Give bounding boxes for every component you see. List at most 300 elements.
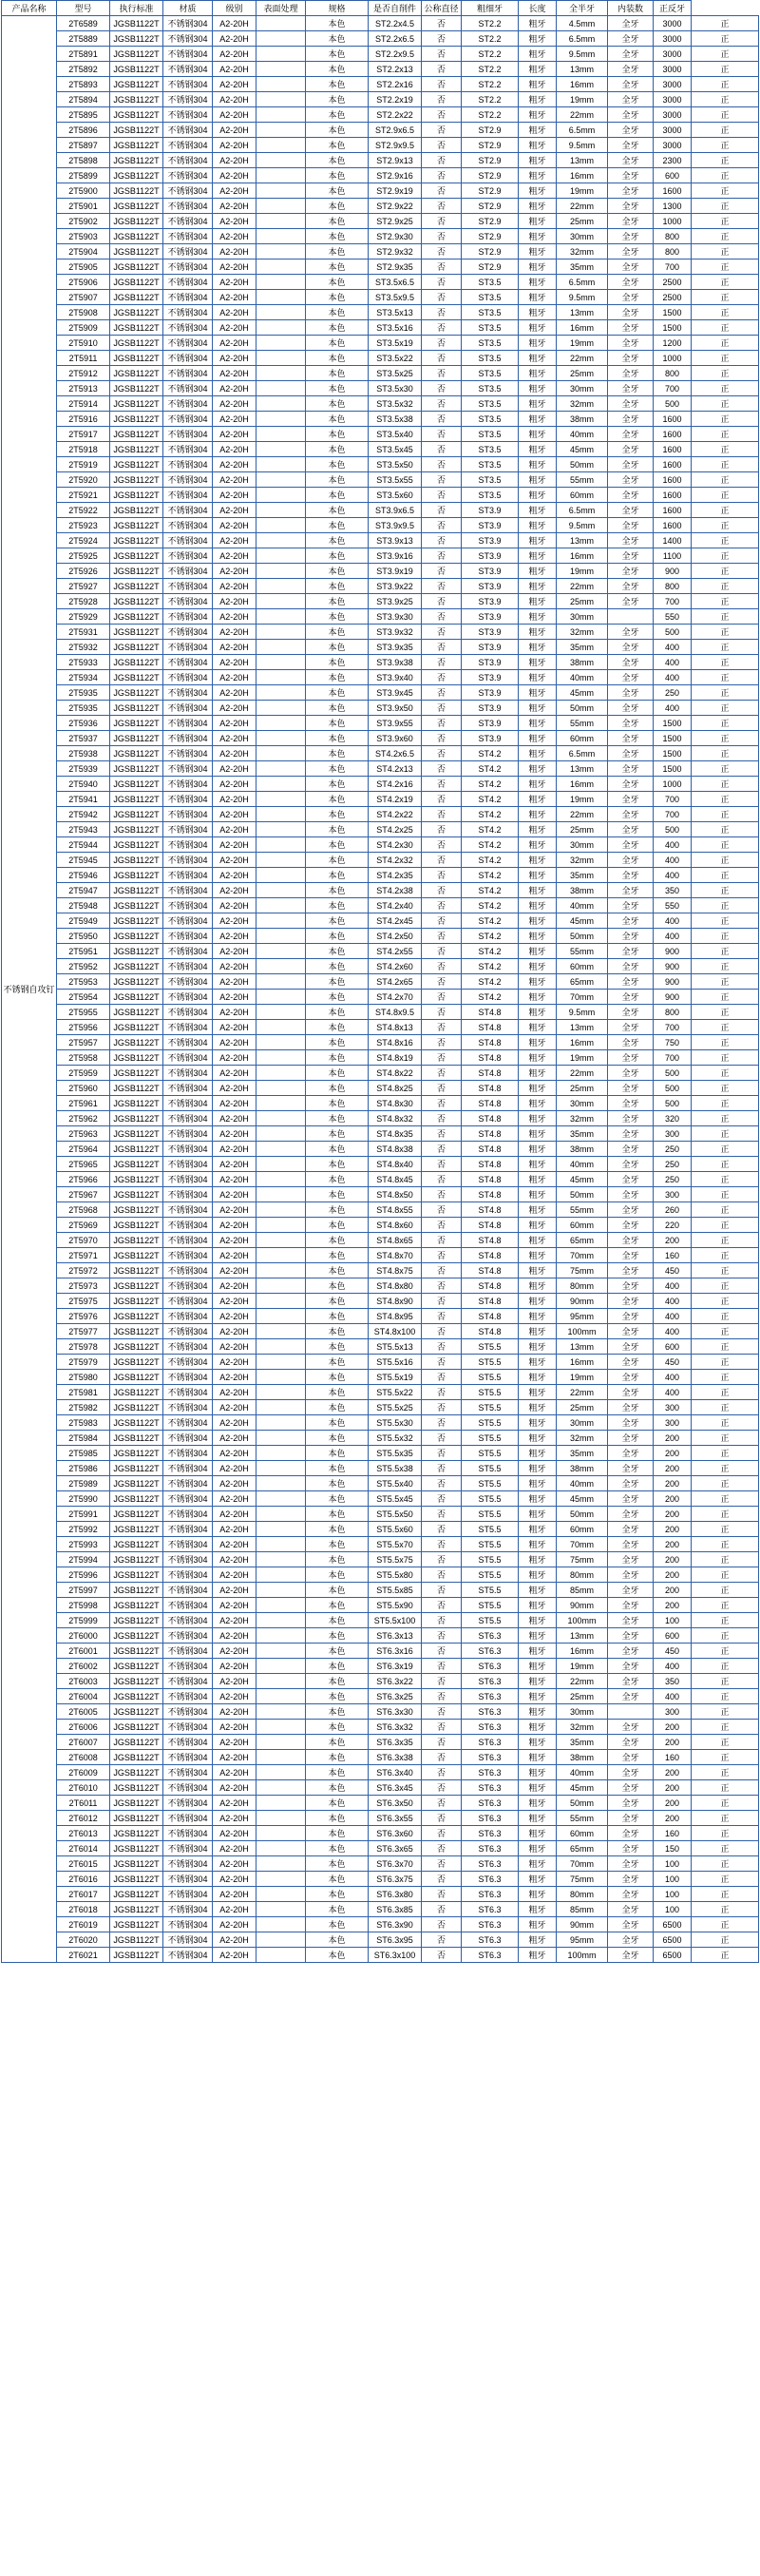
cell-13: 正 — [692, 761, 759, 777]
cell-13: 正 — [692, 1613, 759, 1628]
cell-6: ST4.8x45 — [369, 1172, 422, 1187]
cell-11: 全牙 — [608, 168, 654, 183]
table-row — [2, 305, 759, 320]
cell-8: ST2.2 — [462, 77, 519, 92]
cell-8: ST2.9 — [462, 214, 519, 229]
cell-8: ST3.9 — [462, 548, 519, 564]
cell-1: JGSB1122T — [110, 1537, 163, 1552]
cell-12: 200 — [654, 1431, 692, 1446]
cell-9: 粗牙 — [519, 168, 557, 183]
cell-0: 2T5926 — [57, 564, 110, 579]
cell-9: 粗牙 — [519, 1917, 557, 1932]
table-row — [2, 1902, 759, 1917]
cell-7: 否 — [422, 1263, 462, 1278]
cell-1: JGSB1122T — [110, 1370, 163, 1385]
cell-4 — [256, 1689, 306, 1704]
cell-7: 否 — [422, 1887, 462, 1902]
cell-13: 正 — [692, 1415, 759, 1431]
table-row — [2, 1674, 759, 1689]
cell-10: 16mm — [557, 1355, 608, 1370]
cell-2: 不锈钢304 — [163, 229, 213, 244]
cell-13: 正 — [692, 594, 759, 609]
cell-8: ST5.5 — [462, 1476, 519, 1491]
cell-12: 450 — [654, 1644, 692, 1659]
cell-10: 6.5mm — [557, 31, 608, 47]
cell-5: 本色 — [306, 199, 369, 214]
cell-13: 正 — [692, 457, 759, 472]
cell-8: ST3.5 — [462, 336, 519, 351]
cell-0: 2T6011 — [57, 1796, 110, 1811]
cell-8: ST4.8 — [462, 1263, 519, 1278]
cell-6: ST3.9x22 — [369, 579, 422, 594]
cell-5: 本色 — [306, 625, 369, 640]
table-row — [2, 1537, 759, 1552]
cell-5: 本色 — [306, 1765, 369, 1780]
cell-1: JGSB1122T — [110, 1491, 163, 1507]
cell-0: 2T5904 — [57, 244, 110, 260]
cell-10: 80mm — [557, 1278, 608, 1294]
cell-0: 2T5989 — [57, 1476, 110, 1491]
cell-6: ST5.5x45 — [369, 1491, 422, 1507]
cell-2: 不锈钢304 — [163, 959, 213, 974]
cell-0: 2T5938 — [57, 746, 110, 761]
cell-0: 2T6589 — [57, 16, 110, 31]
cell-6: ST3.9x35 — [369, 640, 422, 655]
cell-8: ST4.2 — [462, 746, 519, 761]
cell-11: 全牙 — [608, 1096, 654, 1111]
cell-4 — [256, 1674, 306, 1689]
cell-9: 粗牙 — [519, 807, 557, 822]
cell-5: 本色 — [306, 1552, 369, 1567]
cell-11: 全牙 — [608, 1248, 654, 1263]
cell-8: ST4.2 — [462, 898, 519, 913]
cell-7: 否 — [422, 183, 462, 199]
cell-12: 200 — [654, 1567, 692, 1583]
cell-7: 否 — [422, 457, 462, 472]
cell-1: JGSB1122T — [110, 716, 163, 731]
cell-12: 300 — [654, 1187, 692, 1202]
cell-10: 22mm — [557, 1674, 608, 1689]
table-row — [2, 214, 759, 229]
cell-1: JGSB1122T — [110, 1294, 163, 1309]
cell-1: JGSB1122T — [110, 16, 163, 31]
cell-12: 1600 — [654, 457, 692, 472]
cell-4 — [256, 1370, 306, 1385]
cell-1: JGSB1122T — [110, 138, 163, 153]
cell-0: 2T5997 — [57, 1583, 110, 1598]
cell-5: 本色 — [306, 1294, 369, 1309]
cell-7: 否 — [422, 716, 462, 731]
cell-1: JGSB1122T — [110, 518, 163, 533]
cell-3: A2-20H — [213, 1339, 256, 1355]
cell-4 — [256, 168, 306, 183]
cell-13: 正 — [692, 442, 759, 457]
cell-8: ST2.9 — [462, 123, 519, 138]
cell-8: ST3.9 — [462, 579, 519, 594]
cell-12: 200 — [654, 1522, 692, 1537]
cell-11: 全牙 — [608, 1020, 654, 1035]
cell-6: ST2.9x32 — [369, 244, 422, 260]
cell-8: ST5.5 — [462, 1415, 519, 1431]
cell-6: ST4.8x75 — [369, 1263, 422, 1278]
cell-7: 否 — [422, 1309, 462, 1324]
cell-0: 2T5892 — [57, 62, 110, 77]
cell-3: A2-20H — [213, 153, 256, 168]
cell-3: A2-20H — [213, 1050, 256, 1066]
cell-11: 全牙 — [608, 1537, 654, 1552]
cell-3: A2-20H — [213, 199, 256, 214]
cell-8: ST6.3 — [462, 1872, 519, 1887]
table-row — [2, 1598, 759, 1613]
cell-7: 否 — [422, 412, 462, 427]
cell-8: ST5.5 — [462, 1339, 519, 1355]
cell-3: A2-20H — [213, 1811, 256, 1826]
cell-13: 正 — [692, 1400, 759, 1415]
cell-1: JGSB1122T — [110, 1507, 163, 1522]
cell-0: 2T5949 — [57, 913, 110, 929]
cell-7: 否 — [422, 1400, 462, 1415]
cell-8: ST3.5 — [462, 412, 519, 427]
cell-9: 粗牙 — [519, 427, 557, 442]
cell-12: 200 — [654, 1583, 692, 1598]
cell-3: A2-20H — [213, 123, 256, 138]
cell-8: ST3.9 — [462, 685, 519, 701]
cell-2: 不锈钢304 — [163, 990, 213, 1005]
cell-4 — [256, 655, 306, 670]
cell-8: ST5.5 — [462, 1370, 519, 1385]
cell-4 — [256, 1887, 306, 1902]
cell-7: 否 — [422, 1689, 462, 1704]
table-row — [2, 396, 759, 412]
table-row — [2, 1415, 759, 1431]
cell-5: 本色 — [306, 457, 369, 472]
cell-2: 不锈钢304 — [163, 1704, 213, 1720]
cell-9: 粗牙 — [519, 1491, 557, 1507]
cell-12: 700 — [654, 260, 692, 275]
table-row — [2, 1324, 759, 1339]
cell-7: 否 — [422, 16, 462, 31]
cell-8: ST5.5 — [462, 1537, 519, 1552]
column-header-0: 产品名称 — [2, 1, 57, 16]
cell-2: 不锈钢304 — [163, 1735, 213, 1750]
cell-5: 本色 — [306, 1491, 369, 1507]
cell-13: 正 — [692, 822, 759, 837]
cell-12: 1500 — [654, 305, 692, 320]
cell-8: ST6.3 — [462, 1659, 519, 1674]
cell-2: 不锈钢304 — [163, 1567, 213, 1583]
cell-10: 19mm — [557, 792, 608, 807]
table-row — [2, 1750, 759, 1765]
cell-2: 不锈钢304 — [163, 1856, 213, 1872]
cell-10: 25mm — [557, 214, 608, 229]
cell-11: 全牙 — [608, 1050, 654, 1066]
cell-8: ST6.3 — [462, 1689, 519, 1704]
cell-12: 3000 — [654, 92, 692, 107]
table-row — [2, 1811, 759, 1826]
cell-8: ST3.5 — [462, 472, 519, 488]
cell-11: 全牙 — [608, 1233, 654, 1248]
cell-2: 不锈钢304 — [163, 1598, 213, 1613]
cell-9: 粗牙 — [519, 1507, 557, 1522]
cell-2: 不锈钢304 — [163, 1035, 213, 1050]
cell-2: 不锈钢304 — [163, 913, 213, 929]
cell-5: 本色 — [306, 1856, 369, 1872]
cell-8: ST2.9 — [462, 183, 519, 199]
cell-1: JGSB1122T — [110, 792, 163, 807]
cell-7: 否 — [422, 1948, 462, 1963]
cell-6: ST5.5x85 — [369, 1583, 422, 1598]
cell-0: 2T5935 — [57, 685, 110, 701]
cell-9: 粗牙 — [519, 1126, 557, 1142]
cell-2: 不锈钢304 — [163, 396, 213, 412]
table-row — [2, 1887, 759, 1902]
cell-4 — [256, 1431, 306, 1446]
cell-1: JGSB1122T — [110, 107, 163, 123]
cell-4 — [256, 290, 306, 305]
cell-3: A2-20H — [213, 396, 256, 412]
cell-3: A2-20H — [213, 1628, 256, 1644]
cell-8: ST4.8 — [462, 1278, 519, 1294]
cell-9: 粗牙 — [519, 488, 557, 503]
cell-1: JGSB1122T — [110, 1735, 163, 1750]
cell-3: A2-20H — [213, 990, 256, 1005]
cell-10: 35mm — [557, 1446, 608, 1461]
cell-7: 否 — [422, 959, 462, 974]
cell-0: 2T5971 — [57, 1248, 110, 1263]
cell-4 — [256, 92, 306, 107]
cell-9: 粗牙 — [519, 138, 557, 153]
cell-0: 2T6009 — [57, 1765, 110, 1780]
column-header-4: 级别 — [213, 1, 256, 16]
table-row — [2, 488, 759, 503]
cell-2: 不锈钢304 — [163, 609, 213, 625]
cell-11: 全牙 — [608, 883, 654, 898]
cell-5: 本色 — [306, 412, 369, 427]
cell-13: 正 — [692, 336, 759, 351]
cell-12: 1600 — [654, 488, 692, 503]
cell-5: 本色 — [306, 1126, 369, 1142]
cell-2: 不锈钢304 — [163, 305, 213, 320]
cell-10: 40mm — [557, 1476, 608, 1491]
cell-0: 2T5912 — [57, 366, 110, 381]
cell-0: 2T5994 — [57, 1552, 110, 1567]
cell-0: 2T5970 — [57, 1233, 110, 1248]
cell-3: A2-20H — [213, 77, 256, 92]
cell-7: 否 — [422, 670, 462, 685]
cell-13: 正 — [692, 1674, 759, 1689]
cell-6: ST4.2x65 — [369, 974, 422, 990]
cell-3: A2-20H — [213, 260, 256, 275]
cell-9: 粗牙 — [519, 533, 557, 548]
cell-10: 60mm — [557, 1218, 608, 1233]
cell-4 — [256, 1096, 306, 1111]
cell-1: JGSB1122T — [110, 1446, 163, 1461]
table-row — [2, 290, 759, 305]
cell-1: JGSB1122T — [110, 1126, 163, 1142]
cell-0: 2T5983 — [57, 1415, 110, 1431]
table-row — [2, 1370, 759, 1385]
cell-3: A2-20H — [213, 1476, 256, 1491]
cell-6: ST5.5x90 — [369, 1598, 422, 1613]
cell-7: 否 — [422, 1142, 462, 1157]
cell-5: 本色 — [306, 1507, 369, 1522]
cell-10: 70mm — [557, 1856, 608, 1872]
cell-13: 正 — [692, 868, 759, 883]
column-header-6: 规格 — [306, 1, 369, 16]
cell-11: 全牙 — [608, 868, 654, 883]
cell-0: 2T5980 — [57, 1370, 110, 1385]
cell-8: ST6.3 — [462, 1628, 519, 1644]
cell-4 — [256, 868, 306, 883]
cell-10: 16mm — [557, 320, 608, 336]
cell-3: A2-20H — [213, 1750, 256, 1765]
cell-12: 900 — [654, 990, 692, 1005]
cell-10: 85mm — [557, 1583, 608, 1598]
cell-6: ST4.8x30 — [369, 1096, 422, 1111]
cell-8: ST5.5 — [462, 1598, 519, 1613]
cell-2: 不锈钢304 — [163, 1294, 213, 1309]
cell-9: 粗牙 — [519, 1796, 557, 1811]
cell-1: JGSB1122T — [110, 1415, 163, 1431]
cell-10: 75mm — [557, 1552, 608, 1567]
cell-4 — [256, 1932, 306, 1948]
cell-9: 粗牙 — [519, 974, 557, 990]
cell-10: 45mm — [557, 442, 608, 457]
cell-3: A2-20H — [213, 1704, 256, 1720]
cell-9: 粗牙 — [519, 837, 557, 853]
cell-6: ST4.2x16 — [369, 777, 422, 792]
cell-2: 不锈钢304 — [163, 1339, 213, 1355]
cell-1: JGSB1122T — [110, 1811, 163, 1826]
cell-11: 全牙 — [608, 123, 654, 138]
cell-6: ST6.3x22 — [369, 1674, 422, 1689]
cell-1: JGSB1122T — [110, 62, 163, 77]
cell-6: ST4.2x6.5 — [369, 746, 422, 761]
cell-2: 不锈钢304 — [163, 1446, 213, 1461]
cell-7: 否 — [422, 579, 462, 594]
cell-3: A2-20H — [213, 381, 256, 396]
cell-10: 65mm — [557, 974, 608, 990]
cell-4 — [256, 1324, 306, 1339]
cell-9: 粗牙 — [519, 609, 557, 625]
cell-13: 正 — [692, 1598, 759, 1613]
cell-13: 正 — [692, 488, 759, 503]
cell-2: 不锈钢304 — [163, 1476, 213, 1491]
cell-10: 30mm — [557, 381, 608, 396]
cell-6: ST4.2x35 — [369, 868, 422, 883]
cell-2: 不锈钢304 — [163, 1355, 213, 1370]
cell-5: 本色 — [306, 1461, 369, 1476]
cell-6: ST3.9x40 — [369, 670, 422, 685]
cell-8: ST5.5 — [462, 1385, 519, 1400]
table-row — [2, 92, 759, 107]
cell-12: 400 — [654, 1309, 692, 1324]
cell-12: 1500 — [654, 731, 692, 746]
table-row — [2, 457, 759, 472]
cell-5: 本色 — [306, 1902, 369, 1917]
cell-9: 粗牙 — [519, 1887, 557, 1902]
cell-7: 否 — [422, 1704, 462, 1720]
cell-5: 本色 — [306, 275, 369, 290]
cell-4 — [256, 1248, 306, 1263]
table-row — [2, 1248, 759, 1263]
cell-8: ST6.3 — [462, 1720, 519, 1735]
cell-13: 正 — [692, 396, 759, 412]
cell-10: 55mm — [557, 716, 608, 731]
cell-5: 本色 — [306, 138, 369, 153]
cell-12: 3000 — [654, 77, 692, 92]
cell-4 — [256, 1400, 306, 1415]
table-row — [2, 1826, 759, 1841]
table-row — [2, 168, 759, 183]
cell-5: 本色 — [306, 1598, 369, 1613]
cell-13: 正 — [692, 1811, 759, 1826]
cell-7: 否 — [422, 168, 462, 183]
cell-3: A2-20H — [213, 107, 256, 123]
cell-8: ST2.9 — [462, 168, 519, 183]
cell-0: 2T6012 — [57, 1811, 110, 1826]
cell-2: 不锈钢304 — [163, 1659, 213, 1674]
cell-0: 2T5906 — [57, 275, 110, 290]
cell-12: 700 — [654, 381, 692, 396]
cell-1: JGSB1122T — [110, 898, 163, 913]
cell-5: 本色 — [306, 168, 369, 183]
cell-9: 粗牙 — [519, 1689, 557, 1704]
cell-3: A2-20H — [213, 1856, 256, 1872]
cell-11: 全牙 — [608, 107, 654, 123]
cell-6: ST6.3x95 — [369, 1932, 422, 1948]
table-row — [2, 503, 759, 518]
cell-4 — [256, 381, 306, 396]
cell-10: 22mm — [557, 107, 608, 123]
header-row — [2, 1, 759, 16]
cell-3: A2-20H — [213, 31, 256, 47]
cell-1: JGSB1122T — [110, 564, 163, 579]
table-row — [2, 107, 759, 123]
cell-5: 本色 — [306, 381, 369, 396]
cell-0: 2T5933 — [57, 655, 110, 670]
cell-1: JGSB1122T — [110, 579, 163, 594]
cell-5: 本色 — [306, 868, 369, 883]
cell-10: 80mm — [557, 1567, 608, 1583]
cell-4 — [256, 1476, 306, 1491]
cell-6: ST4.8x95 — [369, 1309, 422, 1324]
cell-12: 700 — [654, 807, 692, 822]
cell-4 — [256, 1567, 306, 1583]
cell-4 — [256, 244, 306, 260]
cell-10: 45mm — [557, 1780, 608, 1796]
cell-8: ST3.5 — [462, 442, 519, 457]
cell-6: ST3.9x9.5 — [369, 518, 422, 533]
cell-10: 19mm — [557, 1050, 608, 1066]
cell-4 — [256, 457, 306, 472]
cell-12: 500 — [654, 1066, 692, 1081]
table-row — [2, 685, 759, 701]
cell-10: 25mm — [557, 366, 608, 381]
cell-3: A2-20H — [213, 944, 256, 959]
cell-13: 正 — [692, 1233, 759, 1248]
cell-9: 粗牙 — [519, 1415, 557, 1431]
cell-6: ST3.9x50 — [369, 701, 422, 716]
cell-13: 正 — [692, 16, 759, 31]
cell-9: 粗牙 — [519, 183, 557, 199]
cell-5: 本色 — [306, 229, 369, 244]
cell-7: 否 — [422, 472, 462, 488]
table-row — [2, 1096, 759, 1111]
cell-1: JGSB1122T — [110, 123, 163, 138]
cell-13: 正 — [692, 1172, 759, 1187]
table-row — [2, 31, 759, 47]
